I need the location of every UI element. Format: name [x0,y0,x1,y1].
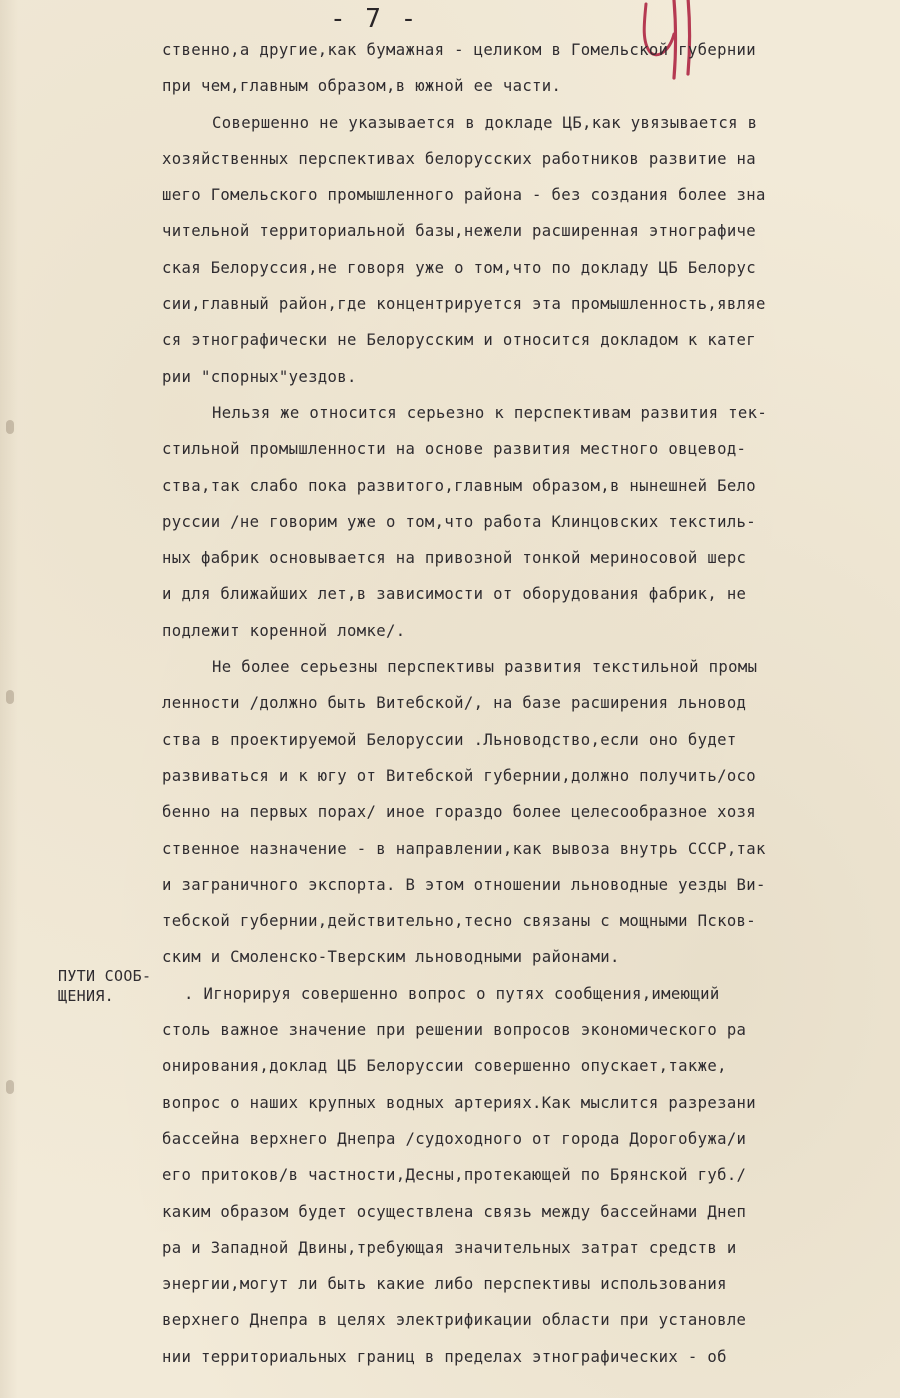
text-line: его притоков/в частности,Десны,протекающей по Брянской губ./ [162,1166,747,1185]
binder-hole-mark [6,1080,14,1094]
text-line: руссии /не говорим уже о том,что работа Клинцовских текстиль- [162,512,757,531]
text-line: энергии,могут ли быть какие либо перспективы использования [162,1275,727,1294]
text-line: ства,так слабо пока развитого,главным образом,в нынешней Бело [162,476,757,495]
paragraph-1 [162,32,882,105]
paragraph-5 [162,976,882,1375]
text-line: бенно на первых порах/ иное гораздо более целесообразное хозя [162,803,757,822]
text-line: Совершенно не указывается в докладе ЦБ,как увязывается в [212,113,758,132]
text-line: ных фабрик основывается на привозной тонкой мериносовой шерс [162,549,747,568]
text-line: Нельзя же относится серьезно к перспективам развития тек- [212,403,768,422]
text-line: . Игнорируя совершенно вопрос о путях сообщения,имеющий [184,984,720,1003]
text-line: верхнего Днепра в целях электрификации области при установле [162,1311,747,1330]
text-line: ся этнографически не Белорусским и относится докладом к катег [162,331,757,350]
margin-note [58,966,168,1006]
text-line: рии "спорных"уездов. [162,367,357,386]
text-line: чительной территориальной базы,нежели расширенная этнографиче [162,222,757,241]
text-line: столь важное значение при решении вопросов экономического ра [162,1021,747,1040]
text-line: подлежит коренной ломке/. [162,621,406,640]
text-line: онирования,доклад ЦБ Белоруссии совершенно опускает,также, [162,1057,727,1076]
text-line: тебской губернии,действительно,тесно связаны с мощными Псков- [162,912,757,931]
text-line: ственно,а другие,как бумажная - целиком в Гомельской губернии [162,41,757,59]
text-line: шего Гомельского промышленного района - без создания более зна [162,186,766,205]
text-line: ленности /должно быть Витебской/, на базе расширения льновод [162,694,747,713]
text-line: ра и Западной Двины,требующая значительных затрат средств и [162,1238,737,1257]
text-line: сии,главный район,где концентрируется эта промышленность,являе [162,295,766,314]
document-body [162,32,882,1375]
text-line: и для ближайших лет,в зависимости от оборудования фабрик, не [162,585,747,604]
margin-note-line: ПУТИ СООБ- [58,967,152,985]
margin-note-line: ЩЕНИЯ. [58,987,114,1005]
paragraph-2 [162,105,882,395]
text-line: хозяйственных перспективах белорусских работников развитие на [162,149,757,168]
paragraph-3 [162,395,882,649]
text-line: ственное назначение - в направлении,как вывоза внутрь СССР,так [162,839,766,858]
text-line: стильной промышленности на основе развития местного овцевод- [162,440,747,459]
text-line: при чем,главным образом,в южной ее части. [162,77,562,96]
binder-hole-mark [6,690,14,704]
text-line: и заграничного экспорта. В этом отношении льноводные уезды Ви- [162,875,766,894]
text-line: каким образом будет осуществлена связь между бассейнами Днеп [162,1202,747,1221]
text-line: развиваться и к югу от Витебской губернии,должно получить/осо [162,766,757,785]
text-line: нии территориальных границ в пределах этнографических - об [162,1347,727,1366]
text-line: ским и Смоленско-Тверским льноводными районами. [162,948,620,967]
text-line: Не более серьезны перспективы развития текстильной промы [212,658,758,677]
text-line: вопрос о наших крупных водных артериях.Как мыслится разрезани [162,1093,757,1112]
paragraph-4 [162,649,882,976]
binder-hole-mark [6,420,14,434]
text-line: ская Белоруссия,не говоря уже о том,что по докладу ЦБ Белорус [162,258,757,277]
text-line: ства в проектируемой Белоруссии .Льноводство,если оно будет [162,730,737,749]
page-number: - 7 - [330,4,419,34]
text-line: бассейна верхнего Днепра /судоходного от города Дорогобужа/и [162,1129,747,1148]
